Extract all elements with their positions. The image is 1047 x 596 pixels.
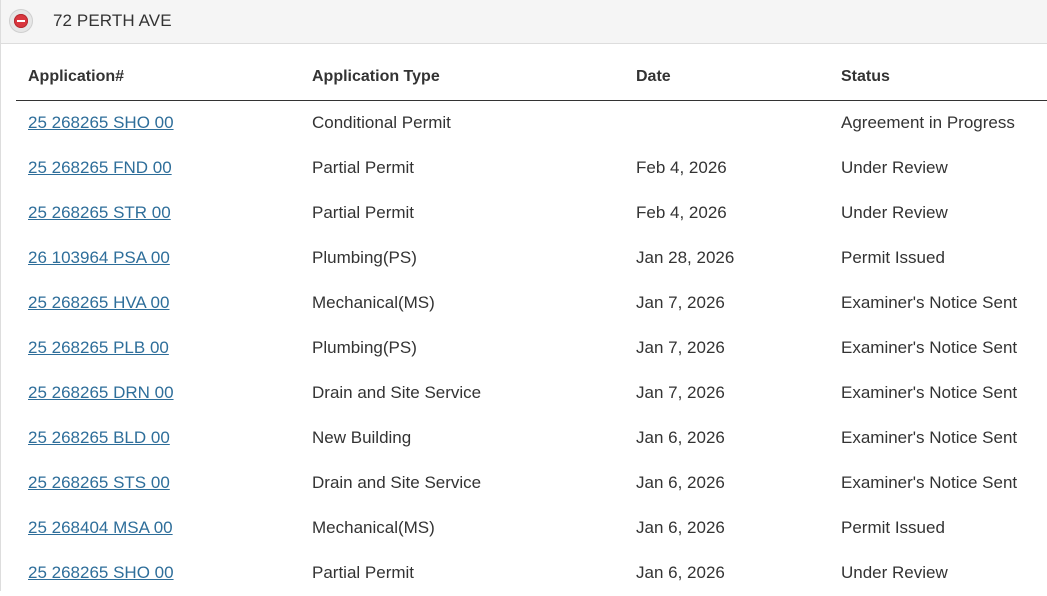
column-header-application-type: Application Type [300,54,624,100]
minus-bar [17,20,25,22]
column-header-status: Status [829,54,1047,100]
cell-date: Jan 28, 2026 [636,248,735,267]
table-row [16,371,1047,416]
cell-date: Jan 6, 2026 [636,563,725,582]
cell-application-type: Mechanical(MS) [312,293,435,312]
application-number-link[interactable]: 25 268265 HVA 00 [28,293,170,312]
cell-application-type: Mechanical(MS) [312,518,435,537]
cell-status: Permit Issued [841,518,945,537]
cell-date: Jan 6, 2026 [636,428,725,447]
table-row [16,191,1047,236]
cell-date: Jan 7, 2026 [636,293,725,312]
cell-date [624,100,829,146]
cell-status: Permit Issued [841,248,945,267]
table-row [16,281,1047,326]
column-header-application-number: Application# [16,54,300,100]
cell-application-type: Conditional Permit [312,113,451,132]
cell-status: Examiner's Notice Sent [841,293,1018,312]
cell-application-type: Partial Permit [312,158,415,177]
application-number-link[interactable]: 25 268265 DRN 00 [28,383,174,402]
cell-date: Jan 7, 2026 [636,338,725,357]
cell-date: Jan 6, 2026 [636,473,725,492]
table-row [16,100,1047,146]
cell-application-number [16,551,300,596]
cell-date: Feb 4, 2026 [636,203,727,222]
cell-status: Examiner's Notice Sent [841,338,1018,357]
cell-application-type: Drain and Site Service [312,383,482,402]
cell-date: Jan 6, 2026 [636,518,725,537]
cell-application-type: Plumbing(PS) [312,248,417,267]
cell-status: Examiner's Notice Sent [841,383,1018,402]
table-header-row [16,54,1047,100]
table-row [16,461,1047,506]
application-number-link[interactable]: 25 268265 SHO 00 [28,563,174,582]
cell-application-number [16,146,300,191]
cell-status: Examiner's Notice Sent [841,473,1018,492]
cell-application-type: Plumbing(PS) [312,338,417,357]
cell-application-type: Partial Permit [312,203,415,222]
cell-application-number [16,100,300,146]
cell-application-type: Partial Permit [312,563,415,582]
applications-table [16,54,1047,596]
table-row [16,506,1047,551]
application-number-link[interactable]: 25 268265 FND 00 [28,158,172,177]
application-number-link[interactable]: 25 268265 STR 00 [28,203,171,222]
cell-status: Under Review [841,563,948,582]
cell-application-number [16,191,300,236]
application-number-link[interactable]: 26 103964 PSA 00 [28,248,170,267]
application-number-link[interactable]: 25 268404 MSA 00 [28,518,173,537]
application-number-link[interactable]: 25 268265 STS 00 [28,473,170,492]
cell-application-number [16,416,300,461]
cell-application-number [16,461,300,506]
column-header-date: Date [624,54,829,100]
minus-circle-icon[interactable] [9,9,33,33]
cell-application-type: Drain and Site Service [312,473,482,492]
cell-status: Agreement in Progress [841,113,1015,132]
address-title: 72 PERTH AVE [53,11,172,30]
cell-date: Feb 4, 2026 [636,158,727,177]
cell-application-number [16,506,300,551]
cell-application-number [16,371,300,416]
table-row [16,551,1047,596]
application-number-link[interactable]: 25 268265 PLB 00 [28,338,169,357]
cell-application-type: New Building [312,428,412,447]
cell-application-number [16,281,300,326]
cell-status: Under Review [841,158,948,177]
collapse-icon-inner [14,14,28,28]
table-row [16,326,1047,371]
panel-header [1,0,1047,44]
table-row [16,236,1047,281]
application-number-link[interactable]: 25 268265 BLD 00 [28,428,170,447]
cell-application-number [16,236,300,281]
cell-date: Jan 7, 2026 [636,383,725,402]
application-number-link[interactable]: 25 268265 SHO 00 [28,113,174,132]
table-row [16,416,1047,461]
table-row [16,146,1047,191]
cell-application-number [16,326,300,371]
cell-status: Examiner's Notice Sent [841,428,1018,447]
cell-status: Under Review [841,203,948,222]
